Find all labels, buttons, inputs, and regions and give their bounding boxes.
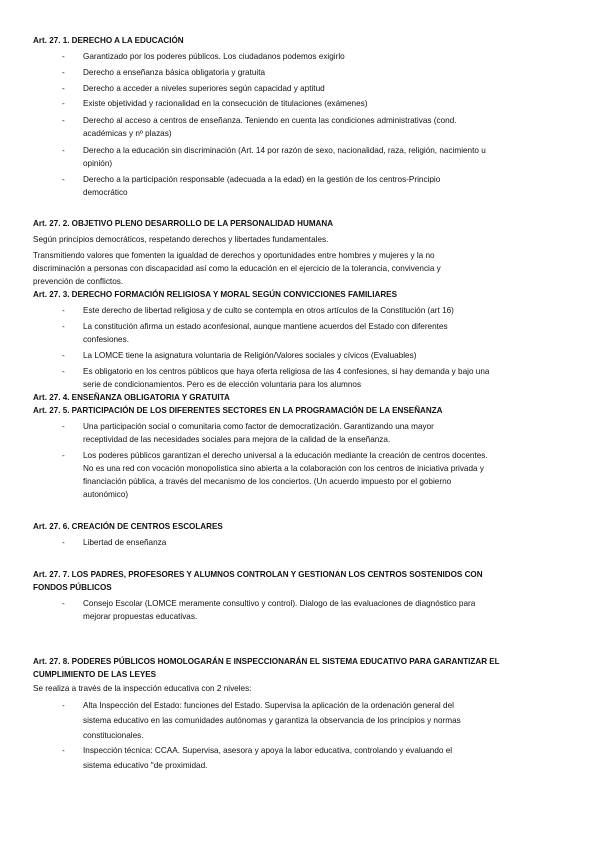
list-item-continuation: financiación pública, a través del mecanismo de los conciertos. (Un acuerdo impuesto por el gobierno xyxy=(83,477,452,486)
paragraph-line: Transmitiendo valores que fomenten la igualdad de derechos y oportunidades entre hombres y mujeres y la no xyxy=(33,251,435,260)
list-item-continuation: democrático xyxy=(83,188,128,197)
list-item-continuation: serie de condicionamientos. Pero es de elección voluntaria para los alumnos xyxy=(83,380,362,389)
bullet: - xyxy=(62,451,65,460)
list-item-continuation: receptividad de las necesidades sociales para mejora de la calidad de la enseñanza. xyxy=(83,435,391,444)
list-item: Una participación social o comunitaria como factor de democratización. Garantizando una mayor xyxy=(83,422,434,431)
section-heading: Art. 27. 6. CREACIÓN DE CENTROS ESCOLARES xyxy=(33,522,223,531)
bullet: - xyxy=(62,746,65,755)
bullet: - xyxy=(62,116,65,125)
bullet: - xyxy=(62,538,65,547)
list-item: La LOMCE tiene la asignatura voluntaria de Religión/Valores sociales y cívicos (Evaluables) xyxy=(83,351,417,360)
section-heading: Art. 27. 5. PARTICIPACIÓN DE LOS DIFERENTES SECTORES EN LA PROGRAMACIÓN DE LA ENSEÑANZA xyxy=(33,406,443,415)
list-item: Derecho al acceso a centros de enseñanza. Teniendo en cuenta las condiciones administrativas (cond. xyxy=(83,116,457,125)
section-heading-continuation: CUMPLIMIENTO DE LAS LEYES xyxy=(33,670,157,679)
list-item: Los poderes públicos garantizan el derecho universal a la educación mediante la creación de centros docentes. xyxy=(83,451,488,460)
bullet: - xyxy=(62,68,65,77)
paragraph-line: discriminación a personas con discapacidad así como la educación en el ejercicio de la tolerancia, convivencia y xyxy=(33,264,441,273)
bullet: - xyxy=(62,422,65,431)
list-item: Este derecho de libertad religiosa y de culto se contempla en otros artículos de la Constitución (art 16) xyxy=(83,306,454,315)
list-item: Alta Inspección del Estado: funciones del Estado. Supervisa la aplicación de la ordenación general del xyxy=(83,701,454,710)
list-item: Derecho a la participación responsable (adecuada a la edad) en la gestión de los centros-Principio xyxy=(83,175,441,184)
section-heading-continuation: FONDOS PÚBLICOS xyxy=(33,583,112,592)
paragraph-line: Se realiza a través de la inspección educativa con 2 niveles: xyxy=(33,684,252,693)
list-item: Derecho a acceder a niveles superiores según capacidad y aptitud xyxy=(83,84,325,93)
bullet: - xyxy=(62,701,65,710)
bullet: - xyxy=(62,351,65,360)
list-item-continuation: confesiones. xyxy=(83,335,129,344)
section-heading: Art. 27. 3. DERECHO FORMACIÓN RELIGIOSA Y MORAL SEGÚN CONVICCIONES FAMILIARES xyxy=(33,290,397,299)
list-item: Es obligatorio en los centros públicos que haya oferta religiosa de las 4 confesiones, si hay demanda y bajo una xyxy=(83,367,490,376)
list-item: Derecho a la educación sin discriminación (Art. 14 por razón de sexo, nacionalidad, raza, religión, nacimiento u xyxy=(83,146,486,155)
list-item: Libertad de enseñanza xyxy=(83,538,167,547)
bullet: - xyxy=(62,306,65,315)
bullet: - xyxy=(62,84,65,93)
list-item-continuation: sistema educativo "de proximidad. xyxy=(83,761,208,770)
list-item-continuation: constitucionales. xyxy=(83,731,144,740)
bullet: - xyxy=(62,599,65,608)
list-item-continuation: mejorar propuestas educativas. xyxy=(83,612,198,621)
bullet: - xyxy=(62,175,65,184)
list-item-continuation: No es una red con vocación monopolística sino abierta a la colaboración con los centros de iniciativa privada y xyxy=(83,464,484,473)
list-item: Existe objetividad y racionalidad en la consecución de titulaciones (exámenes) xyxy=(83,99,368,108)
bullet: - xyxy=(62,367,65,376)
list-item-continuation: académicas y nº plazas) xyxy=(83,129,172,138)
section-heading: Art. 27. 8. PODERES PÚBLICOS HOMOLOGARÁN E INSPECCIONARÁN EL SISTEMA EDUCATIVO PARA GARANTIZAR EL xyxy=(33,657,500,666)
bullet: - xyxy=(62,322,65,331)
section-heading: Art. 27. 1. DERECHO A LA EDUCACIÓN xyxy=(33,36,184,45)
paragraph-line: prevención de conflictos. xyxy=(33,277,124,286)
section-heading: Art. 27. 4. ENSEÑANZA OBLIGATORIA Y GRATUITA xyxy=(33,393,230,402)
bullet: - xyxy=(62,146,65,155)
list-item: Inspección técnica: CCAA. Supervisa, asesora y apoya la labor educativa, controlando y evaluando el xyxy=(83,746,453,755)
list-item-continuation: sistema educativo en las comunidades autónomas y garantiza la observancia de los principios y normas xyxy=(83,716,461,725)
paragraph-line: Según principios democráticos, respetando derechos y libertades fundamentales. xyxy=(33,235,329,244)
bullet: - xyxy=(62,52,65,61)
list-item: Consejo Escolar (LOMCE meramente consultivo y control). Dialogo de las evaluaciones de diagnóstico para xyxy=(83,599,476,608)
list-item: La constitución afirma un estado aconfesional, aunque mantiene acuerdos del Estado con diferentes xyxy=(83,322,448,331)
section-heading: Art. 27. 7. LOS PADRES, PROFESORES Y ALUMNOS CONTROLAN Y GESTIONAN LOS CENTROS SOSTENIDOS CON xyxy=(33,570,483,579)
list-item-continuation: opinión) xyxy=(83,159,113,168)
list-item-continuation: autonómico) xyxy=(83,490,129,499)
list-item: Garantizado por los poderes públicos. Los ciudadanos podemos exigirlo xyxy=(83,52,345,61)
section-heading: Art. 27. 2. OBJETIVO PLENO DESARROLLO DE LA PERSONALIDAD HUMANA xyxy=(33,219,334,228)
bullet: - xyxy=(62,99,65,108)
list-item: Derecho a enseñanza básica obligatoria y gratuita xyxy=(83,68,266,77)
